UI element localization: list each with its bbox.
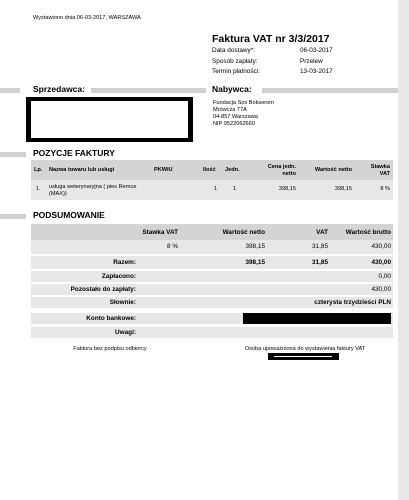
row-qty: 1: [214, 186, 218, 192]
buyer-line: Fundacja Sos Bokserom: [213, 100, 274, 106]
paid-value: 0,00: [378, 273, 391, 280]
row-net-value: 398,15: [334, 186, 352, 192]
row-name: usługa weterynaryjna ( pies Remus (MAX)): [49, 184, 137, 197]
buyer-heading: Nabywca:: [212, 84, 252, 94]
sum-rate-vat: 31,85: [312, 243, 328, 250]
seller-heading-rule: [91, 88, 206, 93]
row-net-price: 398,15: [278, 186, 296, 192]
items-heading-bar: [0, 152, 26, 157]
meta-value: Przelew: [300, 57, 323, 65]
meta-value: 06-03-2017: [300, 47, 333, 54]
invoice-meta-labels: [212, 46, 260, 78]
invoice-title: Faktura VAT nr 3/3/2017: [212, 33, 330, 45]
sum-rate-gross: 430,00: [371, 243, 391, 250]
sum-col-vat: VAT: [316, 229, 328, 236]
meta-value: 13-03-2017: [300, 68, 333, 75]
col-net-price: Cena jedn. netto: [267, 164, 296, 177]
buyer-heading-rule: [262, 88, 409, 93]
col-lp: Lp.: [34, 167, 43, 173]
col-net-value: Wartość netto: [314, 167, 352, 173]
row-lp: 1.: [36, 186, 41, 192]
sum-col-rate: Stawka VAT: [142, 229, 178, 236]
buyer-line: 04-857 Warszawa: [213, 114, 258, 120]
total-label: Razem:: [113, 259, 136, 266]
sum-rate: 8 %: [166, 243, 178, 250]
bank-label: Konto bankowe:: [86, 315, 136, 322]
row-vat-rate: 8 %: [380, 186, 390, 192]
seller-signature-caption: Osoba upoważniona do wystawienia faktury VAT: [244, 346, 366, 352]
seller-heading-bar: [0, 88, 20, 93]
issue-date-line: Wystawiono dnia 06-03-2017, WARSZAWA: [33, 15, 141, 21]
due-value: 430,00: [371, 286, 391, 293]
words-label: Słownie:: [109, 299, 136, 306]
col-pkwiu: PKWiU: [154, 167, 173, 173]
buyer-line: NIP 9522062660: [213, 121, 255, 127]
page-edge: [398, 0, 409, 500]
col-name: Nazwa towaru lub usługi: [49, 167, 115, 173]
sum-col-net: Wartość netto: [222, 229, 265, 236]
summary-heading-bar: [0, 214, 26, 219]
total-vat: 31,85: [312, 259, 328, 266]
seller-heading: Sprzedawca:: [33, 84, 85, 94]
seller-redaction: [26, 97, 193, 142]
col-qty: Ilość: [203, 167, 216, 173]
invoice-meta-values: [300, 46, 333, 78]
col-vat-rate: Stawka VAT: [370, 164, 390, 177]
due-label: Pozostało do zapłaty:: [70, 286, 136, 293]
sum-rate-net: 398,15: [245, 243, 265, 250]
buyer-address: [213, 100, 274, 128]
col-unit: Jedn.: [225, 167, 240, 173]
row-unit: 1: [233, 186, 237, 192]
total-net: 398,15: [245, 259, 265, 266]
summary-heading: PODSUMOWANIE: [33, 210, 105, 220]
signature-redaction: [268, 353, 339, 360]
bank-account-redaction: [243, 313, 391, 324]
buyer-signature-caption: Faktura bez podpisu odbiorcy: [73, 346, 147, 352]
meta-label: Data dostawy*:: [212, 47, 255, 54]
sum-col-gross: Wartość brutto: [345, 229, 391, 236]
meta-label: Sposób zapłaty:: [212, 57, 258, 65]
total-gross: 430,00: [371, 259, 391, 266]
notes-label: Uwagi:: [115, 329, 136, 336]
words-value: czterysta trzydzieści PLN: [314, 299, 391, 306]
meta-label: Termin płatności:: [212, 68, 260, 75]
paid-label: Zapłacono:: [101, 273, 136, 280]
items-heading: POZYCJE FAKTURY: [33, 148, 115, 158]
buyer-line: Mrówcza 77A: [213, 107, 247, 113]
